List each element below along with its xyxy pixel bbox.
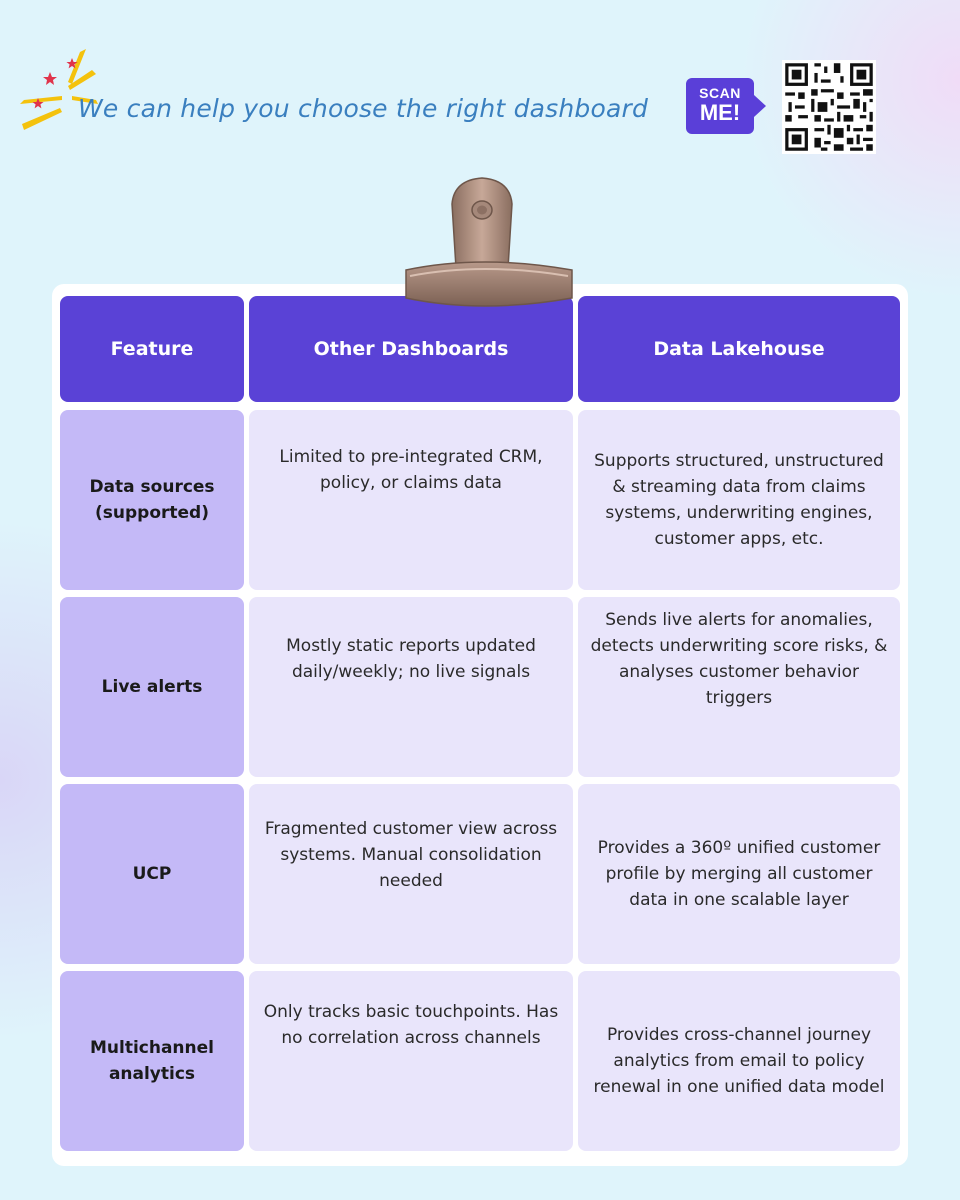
column-header-other-dashboards: Other Dashboards	[249, 296, 573, 402]
me-label: ME!	[699, 100, 741, 125]
binder-clip-icon	[396, 174, 580, 320]
data-lakehouse-cell	[578, 784, 900, 964]
other-dashboards-text: Only tracks basic touchpoints. Has no correlation across channels	[263, 1002, 559, 1048]
feature-cell	[60, 971, 244, 1151]
other-dashboards-text: Fragmented customer view across systems. Manual consolidation needed	[264, 819, 558, 891]
comparison-table-card	[52, 284, 908, 1166]
other-dashboards-cell	[249, 597, 573, 777]
feature-label: Live alerts	[101, 677, 203, 697]
other-dashboards-text: Mostly static reports updated daily/weekly; no live signals	[286, 636, 536, 682]
column-header-feature: Feature	[60, 296, 244, 402]
data-lakehouse-cell	[578, 410, 900, 590]
feature-label: UCP	[132, 864, 172, 884]
feature-cell	[60, 410, 244, 590]
data-lakehouse-cell	[578, 971, 900, 1151]
headline: We can help you choose the right dashboard	[78, 94, 649, 123]
feature-cell	[60, 784, 244, 964]
header	[20, 44, 940, 164]
qr-code-icon[interactable]	[782, 60, 876, 154]
column-header-data-lakehouse: Data Lakehouse	[578, 296, 900, 402]
data-lakehouse-text: Supports structured, unstructured & streaming data from claims systems, underwriting engines, customer apps, etc.	[594, 451, 884, 549]
data-lakehouse-text: Provides cross-channel journey analytics from email to policy renewal in one unified data model	[593, 1025, 885, 1097]
data-lakehouse-cell	[578, 597, 900, 777]
data-lakehouse-text: Provides a 360º unified customer profile by merging all customer data in one scalable layer	[597, 838, 881, 910]
data-lakehouse-text: Sends live alerts for anomalies, detects underwriting score risks, & analyses customer behavior triggers	[590, 610, 888, 708]
feature-label: Multichannel analytics	[89, 1038, 214, 1084]
feature-cell	[60, 597, 244, 777]
scan-label: SCAN	[699, 85, 741, 101]
scan-me-badge	[686, 78, 754, 134]
feature-label: Data sources (supported)	[89, 477, 215, 523]
other-dashboards-cell	[249, 784, 573, 964]
other-dashboards-cell	[249, 971, 573, 1151]
other-dashboards-cell	[249, 410, 573, 590]
other-dashboards-text: Limited to pre-integrated CRM, policy, or claims data	[279, 447, 543, 493]
